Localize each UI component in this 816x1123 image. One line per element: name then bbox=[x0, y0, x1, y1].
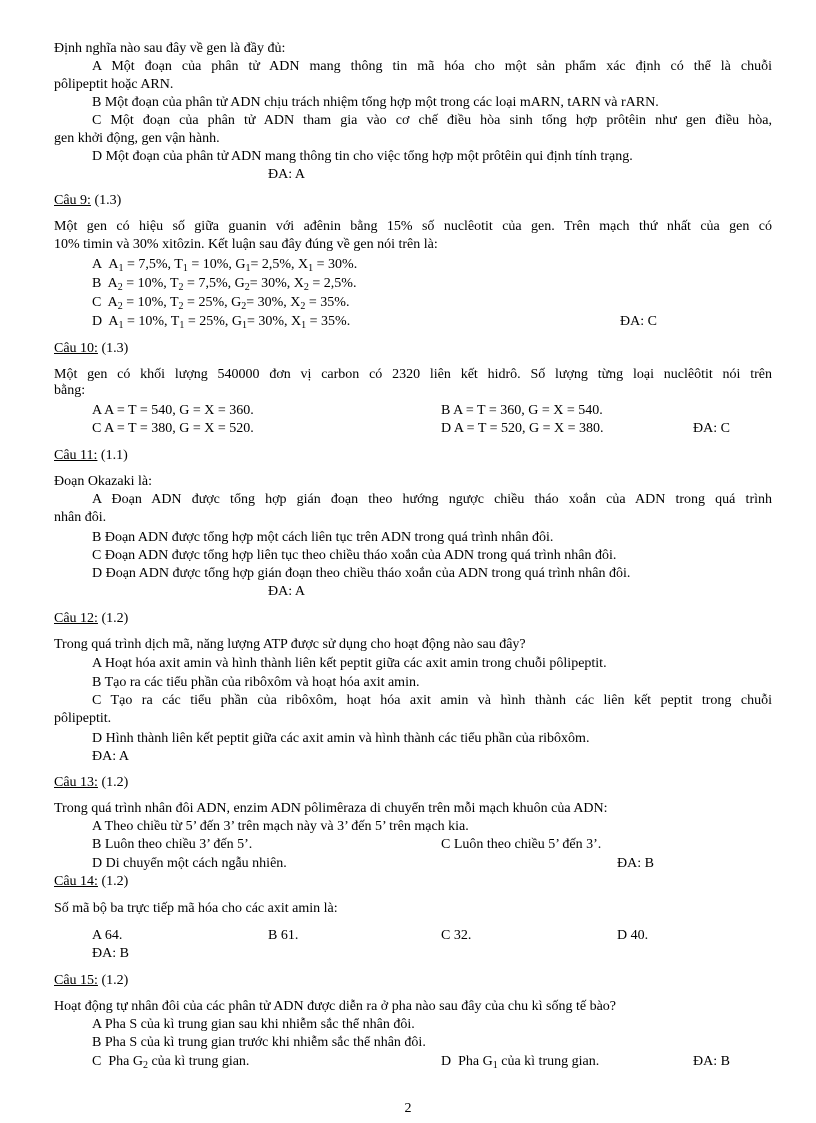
q15-option-c: C Pha $G_2$ của kì trung gian. bbox=[92, 1054, 250, 1071]
q9-stem-line2: 10% timin và 30% xitôzin. Kết luận sau đây đúng về gen nói trên là: bbox=[54, 237, 438, 252]
q13-option-c: C Luôn theo chiều 5’ đến 3’. bbox=[441, 837, 602, 852]
q15-option-b: B Pha S của kì trung gian trước khi nhiễm sắc thể nhân đôi. bbox=[92, 1035, 426, 1050]
q11-heading bbox=[54, 447, 128, 465]
q14-level: (1.2) bbox=[97, 874, 129, 889]
q8-option-c-line1: C Một đoạn của phân tử ADN tham gia vào cơ chế điều hòa sinh tổng hợp prôtêin như gen điều hòa, bbox=[92, 113, 772, 128]
q12-heading bbox=[54, 610, 128, 628]
q10-level: (1.3) bbox=[97, 341, 129, 356]
q11-option-a-line1: A Đoạn ADN được tổng hợp gián đoạn theo hướng ngược chiều tháo xoắn của ADN trong quá trình bbox=[92, 492, 772, 507]
q12-option-c-line1: C Tạo ra các tiểu phần của ribôxôm, hoạt hóa axit amin và hình thành các liên kết peptit trong chuỗi bbox=[92, 693, 772, 708]
q12-option-b: B Tạo ra các tiểu phần của ribôxôm và hoạt hóa axit amin. bbox=[92, 675, 420, 690]
q15-heading bbox=[54, 972, 128, 990]
q14-option-a: A 64. bbox=[92, 928, 123, 943]
q11-level: (1.1) bbox=[97, 448, 128, 463]
q12-label: Câu 12: bbox=[54, 611, 98, 626]
q8-option-c-line2: gen khởi động, gen vận hành. bbox=[54, 131, 220, 146]
q11-label: Câu 11: bbox=[54, 448, 98, 463]
q8-option-a-line2: pôlipeptit hoặc ARN. bbox=[54, 77, 174, 92]
q10-stem-line1: Một gen có khối lượng 540000 đơn vị carbon có 2320 liên kết hidrô. Số lượng từng loại nuclêôtit nói trên bbox=[54, 367, 772, 382]
q13-level: (1.2) bbox=[97, 775, 129, 790]
q13-stem: Trong quá trình nhân đôi ADN, enzim ADN pôlimêraza di chuyển trên mỗi mạch khuôn của ADN: bbox=[54, 801, 608, 816]
q14-stem: Số mã bộ ba trực tiếp mã hóa cho các axit amin là: bbox=[54, 901, 338, 916]
q9-label: Câu 9: bbox=[54, 193, 91, 208]
q12-level: (1.2) bbox=[97, 611, 129, 626]
q11-stem: Đoạn Okazaki là: bbox=[54, 474, 152, 489]
q15-stem: Hoạt động tự nhân đôi của các phân tử ADN được diễn ra ở pha nào sau đây của chu kì sống tế bào? bbox=[54, 999, 617, 1014]
q11-option-d: D Đoạn ADN được tổng hợp gián đoạn theo chiều tháo xoắn của ADN trong quá trình nhân đôi. bbox=[92, 566, 631, 581]
q12-option-a: A Hoạt hóa axit amin và hình thành liên kết peptit giữa các axit amin trong chuỗi pôlipeptit. bbox=[92, 656, 607, 671]
q13-heading bbox=[54, 774, 128, 792]
q14-option-d: D 40. bbox=[617, 928, 649, 943]
q9-option-b: B $A_2 = 10\%$, $T_2 = 7,5\%$, $G_2= 30\%$, $X_2 = 2,5\%$. bbox=[92, 276, 357, 293]
q9-option-a: A $A_1 = 7,5\%$, $T_1 = 10\%$, $G_1= 2,5\%$, $X_1 = 30\%$. bbox=[92, 257, 358, 274]
q13-answer: ĐA: B bbox=[617, 856, 654, 871]
q9-option-d: D $A_1 = 10\%$, $T_1 = 25\%$, $G_1= 30\%$, $X_1 = 35\%$. bbox=[92, 314, 351, 331]
q15-label: Câu 15: bbox=[54, 973, 98, 988]
q8-option-d: D Một đoạn của phân tử ADN mang thông tin cho việc tổng hợp một prôtêin qui định tính trạng. bbox=[92, 149, 633, 164]
q11-answer: ĐA: A bbox=[268, 584, 305, 599]
q14-label: Câu 14: bbox=[54, 874, 98, 889]
q10-label: Câu 10: bbox=[54, 341, 98, 356]
q14-answer: ĐA: B bbox=[92, 946, 129, 961]
q9-stem-line1: Một gen có hiệu số giữa guanin với ađênin bằng 15% số nuclêotit của gen. Trên mạch thứ nhất của gen có bbox=[54, 219, 772, 234]
q9-answer: ĐA: C bbox=[620, 314, 657, 329]
q15-level: (1.2) bbox=[97, 973, 129, 988]
q9-option-c: C $A_2 = 10\%$, $T_2 = 25\%$, $G_2= 30\%$, $X_2 = 35\%$. bbox=[92, 295, 350, 312]
q14-heading bbox=[54, 873, 128, 891]
q12-option-c-line2: pôlipeptit. bbox=[54, 711, 112, 726]
q12-answer: ĐA: A bbox=[92, 749, 129, 764]
q15-option-a: A Pha S của kì trung gian sau khi nhiễm sắc thể nhân đôi. bbox=[92, 1017, 415, 1032]
q8-option-a-line1: A Một đoạn của phân tử ADN mang thông tin mã hóa cho một sản phẩm xác định có thể là chuỗi bbox=[92, 59, 772, 74]
q9-level: (1.3) bbox=[90, 193, 122, 208]
q8-option-b: B Một đoạn của phân tử ADN chịu trách nhiệm tổng hợp một trong các loại mARN, tARN và rARN. bbox=[92, 95, 659, 110]
q10-option-c: C A = T = 380, G = X = 520. bbox=[92, 421, 254, 436]
q13-option-d: D Di chuyển một cách ngẫu nhiên. bbox=[92, 856, 287, 871]
q13-option-a: A Theo chiều từ 5’ đến 3’ trên mạch này và 3’ đến 5’ trên mạch kia. bbox=[92, 819, 469, 834]
q15-answer: ĐA: B bbox=[693, 1054, 730, 1069]
q11-option-c: C Đoạn ADN được tổng hợp liên tục theo chiều tháo xoắn của ADN trong quá trình nhân đôi. bbox=[92, 548, 617, 563]
q10-option-d: D A = T = 520, G = X = 380. bbox=[441, 421, 604, 436]
q10-answer: ĐA: C bbox=[693, 421, 730, 436]
q15-option-d: D Pha $G_1$ của kì trung gian. bbox=[441, 1054, 600, 1071]
q8-stem: Định nghĩa nào sau đây về gen là đầy đủ: bbox=[54, 41, 286, 56]
q10-option-a: A A = T = 540, G = X = 360. bbox=[92, 403, 254, 418]
q12-option-d: D Hình thành liên kết peptit giữa các axit amin và hình thành các tiểu phần của ribôxôm. bbox=[92, 731, 590, 746]
q13-label: Câu 13: bbox=[54, 775, 98, 790]
q10-stem-line2: bằng: bbox=[54, 383, 86, 398]
q14-option-b: B 61. bbox=[268, 928, 299, 943]
q11-option-b: B Đoạn ADN được tổng hợp một cách liên tục trên ADN trong quá trình nhân đôi. bbox=[92, 530, 554, 545]
q11-option-a-line2: nhân đôi. bbox=[54, 510, 107, 525]
q9-heading bbox=[54, 192, 121, 210]
page-number: 2 bbox=[404, 1101, 412, 1116]
q13-option-b: B Luôn theo chiều 3’ đến 5’. bbox=[92, 837, 253, 852]
q12-stem: Trong quá trình dịch mã, năng lượng ATP được sử dụng cho hoạt động nào sau đây? bbox=[54, 637, 526, 652]
q10-option-b: B A = T = 360, G = X = 540. bbox=[441, 403, 603, 418]
q10-heading bbox=[54, 340, 128, 358]
q14-option-c: C 32. bbox=[441, 928, 472, 943]
q8-answer: ĐA: A bbox=[268, 167, 305, 182]
